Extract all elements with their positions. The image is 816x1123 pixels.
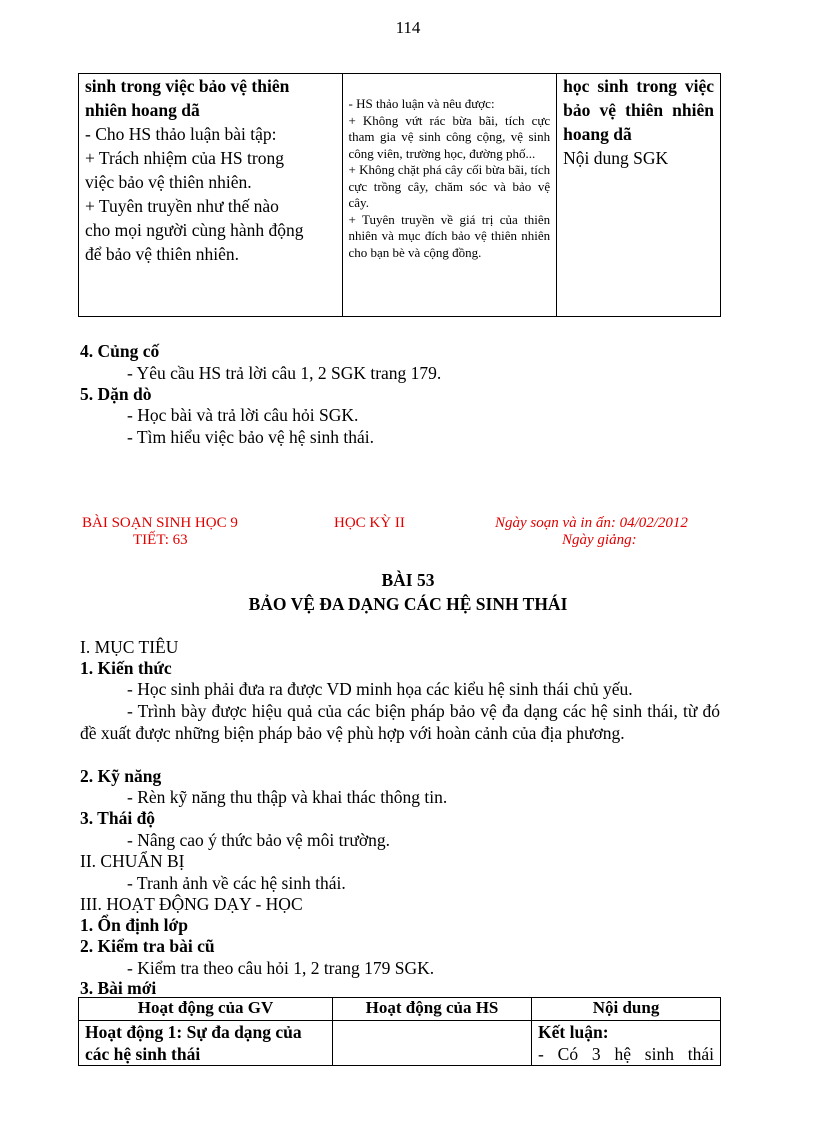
subsection-heading: 1. Ổn định lớp xyxy=(80,915,188,935)
page-number: 114 xyxy=(395,18,421,37)
content-text: Nội dung SGK xyxy=(563,148,669,168)
subsection-heading: 3. Bài mới xyxy=(80,978,157,998)
content-cell xyxy=(557,74,721,317)
subject-label: BÀI SOẠN SINH HỌC 9 xyxy=(82,515,238,531)
subsection-heading: 2. Kiểm tra bài cũ xyxy=(80,936,215,956)
subsection-heading: 3. Thái độ xyxy=(80,808,156,828)
list-item: - Kiểm tra theo câu hỏi 1, 2 trang 179 SGK. xyxy=(127,958,435,978)
content-bold: Kết luận: xyxy=(538,1022,609,1042)
lesson-activities-table xyxy=(78,997,721,1066)
subsection-heading: 2. Kỹ năng xyxy=(80,766,162,786)
cell-line: nhiên hoang dã xyxy=(85,100,200,120)
subsection-heading: 1. Kiến thức xyxy=(80,658,172,678)
cell-line: sinh trong việc bảo vệ thiên xyxy=(85,76,290,96)
column-header: Hoạt động của HS xyxy=(333,998,532,1021)
list-item: - Tranh ảnh về các hệ sinh thái. xyxy=(127,873,346,893)
list-item: - Học sinh phải đưa ra được VD minh họa các kiểu hệ sinh thái chủ yếu. xyxy=(127,679,633,699)
cell-line: để bảo vệ thiên nhiên. xyxy=(85,244,240,264)
semester-label: HỌC KỲ II xyxy=(334,515,405,531)
list-item: - Tìm hiểu việc bảo vệ hệ sinh thái. xyxy=(127,427,375,447)
cell-line: việc bảo vệ thiên nhiên. xyxy=(85,172,252,192)
list-item: - Nâng cao ý thức bảo vệ môi trường. xyxy=(127,830,390,850)
period-label: TIẾT: 63 xyxy=(133,532,188,548)
content-bold: học sinh trong việc bảo vệ thiên nhiên hoang dã xyxy=(563,76,714,144)
teacher-activity-cell: Hoạt động 1: Sự đa dạng của các hệ sinh thái xyxy=(79,1021,333,1066)
list-item: - Rèn kỹ năng thu thập và khai thác thông tin. xyxy=(127,787,448,807)
student-activity-cell xyxy=(333,1021,532,1066)
section-heading: II. CHUẨN BỊ xyxy=(80,851,185,871)
continued-lesson-table xyxy=(78,73,721,317)
cell-line: + Không chặt phá cây cối bừa bãi, tích cực trồng cây, chăm sóc và bảo vệ cây. xyxy=(348,162,551,210)
column-header: Nội dung xyxy=(532,998,721,1021)
cell-line: - HS thảo luận và nêu được: xyxy=(348,96,495,111)
lesson-number: BÀI 53 xyxy=(381,570,435,590)
section-heading: III. HOẠT ĐỘNG DẠY - HỌC xyxy=(80,894,303,914)
section-heading: 4. Củng cố xyxy=(80,341,160,361)
content-text: - Có 3 hệ sinh thái xyxy=(538,1044,714,1064)
content-cell xyxy=(532,1021,721,1066)
cell-line: + Trách nhiệm của HS trong xyxy=(85,148,284,168)
section-heading: 5. Dặn dò xyxy=(80,384,152,404)
date-taught: Ngày giảng: xyxy=(562,532,637,548)
cell-line: + Tuyên truyền về giá trị của thiên nhiên và mục đích bảo vệ thiên nhiên cho bạn bè và cộng đồng. xyxy=(348,211,551,260)
date-prepared: Ngày soạn và in ấn: 04/02/2012 xyxy=(495,515,688,531)
paragraph: - Trình bày được hiệu quả của các biện pháp bảo vệ đa dạng các hệ sinh thái, từ đó đề xuất được những biện pháp bảo vệ phù hợp với hoàn cảnh của địa phương. xyxy=(80,701,720,743)
cell-line: - Cho HS thảo luận bài tập: xyxy=(85,124,277,144)
cell-line: + Không vứt rác bừa bãi, tích cực tham gia vệ sinh công cộng, vệ sinh công viên, trường học, đường phố... xyxy=(348,112,551,161)
lesson-title: BẢO VỆ ĐA DẠNG CÁC HỆ SINH THÁI xyxy=(248,594,568,614)
teacher-activity-cell xyxy=(79,74,343,317)
cell-line: + Tuyên truyền như thế nào xyxy=(85,196,279,216)
list-item: - Yêu cầu HS trả lời câu 1, 2 SGK trang 179. xyxy=(127,363,442,383)
student-activity-cell xyxy=(342,74,557,317)
cell-line: cho mọi người cùng hành động xyxy=(85,220,304,240)
list-item: - Học bài và trả lời câu hỏi SGK. xyxy=(127,405,359,425)
section-heading: I. MỤC TIÊU xyxy=(80,637,179,657)
column-header: Hoạt động của GV xyxy=(79,998,333,1021)
